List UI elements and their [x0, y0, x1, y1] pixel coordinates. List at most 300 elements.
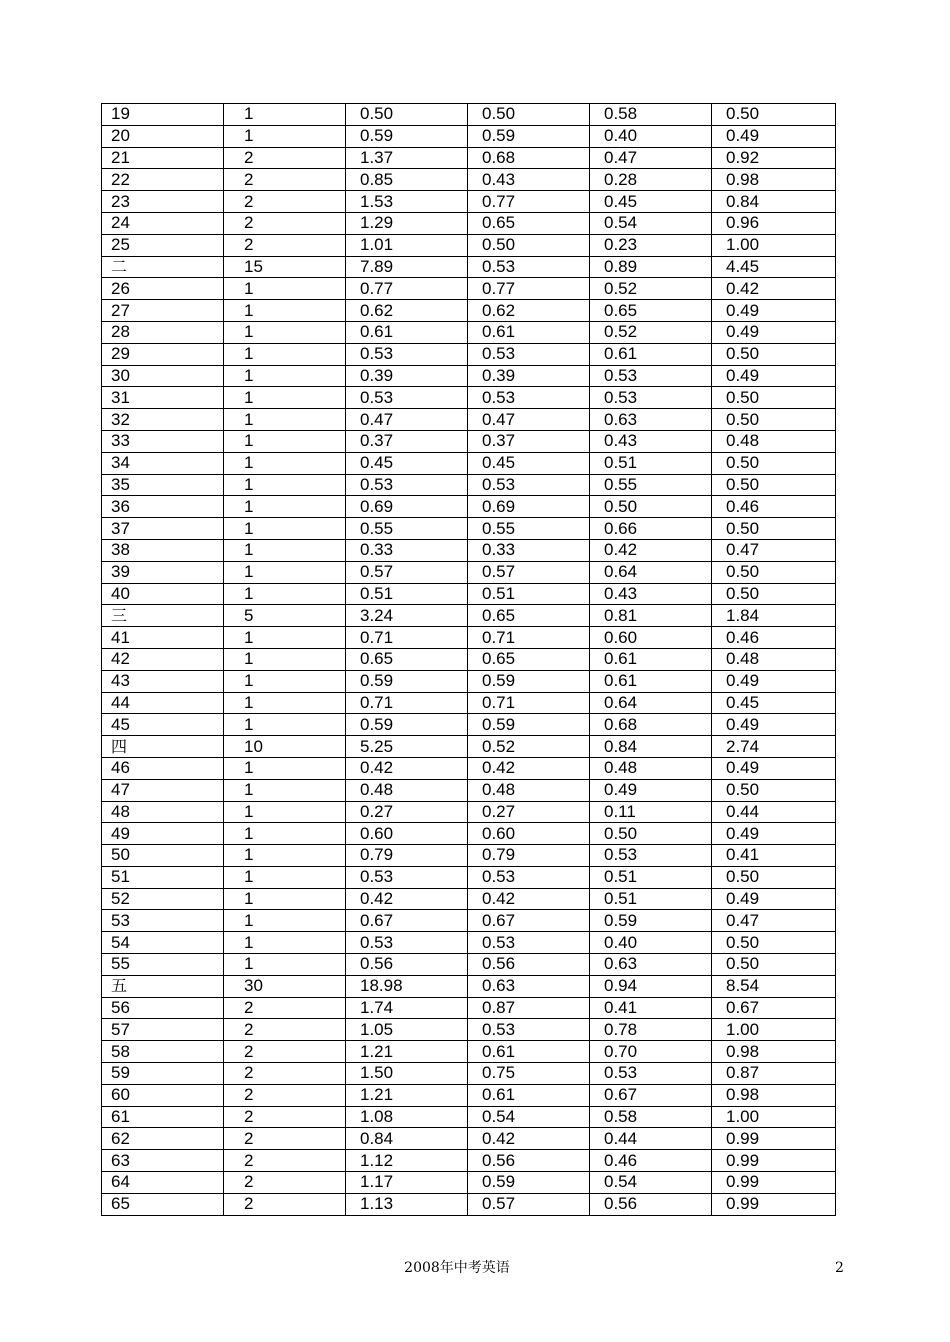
discrimination-cell: 0.51: [590, 888, 712, 910]
average-cell: 0.47: [346, 409, 468, 431]
average-cell: 0.56: [346, 954, 468, 976]
table-row: [102, 169, 836, 191]
item-cell: 37: [102, 518, 224, 540]
item-cell: 51: [102, 866, 224, 888]
table-row: [102, 801, 836, 823]
difficulty-cell: 0.71: [468, 692, 590, 714]
difficulty-cell: 0.48: [468, 779, 590, 801]
item-cell: 48: [102, 801, 224, 823]
average-cell: 0.65: [346, 648, 468, 670]
average-cell: 0.71: [346, 692, 468, 714]
item-cell: 四: [102, 736, 224, 758]
average-cell: 1.29: [346, 212, 468, 234]
difficulty-cell: 0.68: [468, 147, 590, 169]
item-cell: 65: [102, 1193, 224, 1215]
discrimination-cell: 0.51: [590, 452, 712, 474]
table-row: [102, 104, 836, 126]
item-cell: 23: [102, 191, 224, 213]
item-cell: 42: [102, 648, 224, 670]
difficulty-cell: 0.55: [468, 518, 590, 540]
discrimination-cell: 0.23: [590, 234, 712, 256]
std-dev-cell: 0.42: [712, 278, 836, 300]
std-dev-cell: 0.49: [712, 888, 836, 910]
discrimination-cell: 0.63: [590, 409, 712, 431]
score-cell: 2: [224, 1193, 346, 1215]
difficulty-cell: 0.53: [468, 1019, 590, 1041]
item-cell: 45: [102, 714, 224, 736]
std-dev-cell: 0.47: [712, 910, 836, 932]
std-dev-cell: 0.99: [712, 1172, 836, 1194]
item-cell: 52: [102, 888, 224, 910]
item-cell: 50: [102, 845, 224, 867]
score-cell: 1: [224, 648, 346, 670]
item-cell: 53: [102, 910, 224, 932]
score-cell: 1: [224, 365, 346, 387]
statistics-table-body: [102, 104, 836, 1216]
score-cell: 1: [224, 954, 346, 976]
average-cell: 0.53: [346, 387, 468, 409]
average-cell: 0.27: [346, 801, 468, 823]
std-dev-cell: 0.96: [712, 212, 836, 234]
discrimination-cell: 0.59: [590, 910, 712, 932]
average-cell: 0.39: [346, 365, 468, 387]
difficulty-cell: 0.27: [468, 801, 590, 823]
discrimination-cell: 0.61: [590, 343, 712, 365]
difficulty-cell: 0.33: [468, 539, 590, 561]
discrimination-cell: 0.89: [590, 256, 712, 278]
discrimination-cell: 0.53: [590, 845, 712, 867]
difficulty-cell: 0.50: [468, 104, 590, 126]
discrimination-cell: 0.61: [590, 670, 712, 692]
average-cell: 1.17: [346, 1172, 468, 1194]
discrimination-cell: 0.55: [590, 474, 712, 496]
average-cell: 0.53: [346, 932, 468, 954]
score-cell: 2: [224, 212, 346, 234]
table-row: [102, 670, 836, 692]
item-cell: 41: [102, 627, 224, 649]
difficulty-cell: 0.65: [468, 605, 590, 627]
discrimination-cell: 0.50: [590, 823, 712, 845]
std-dev-cell: 0.45: [712, 692, 836, 714]
difficulty-cell: 0.53: [468, 343, 590, 365]
discrimination-cell: 0.41: [590, 997, 712, 1019]
score-cell: 2: [224, 234, 346, 256]
table-row: [102, 605, 836, 627]
difficulty-cell: 0.50: [468, 234, 590, 256]
item-cell: 39: [102, 561, 224, 583]
average-cell: 0.57: [346, 561, 468, 583]
average-cell: 5.25: [346, 736, 468, 758]
score-cell: 2: [224, 1041, 346, 1063]
discrimination-cell: 0.47: [590, 147, 712, 169]
item-cell: 25: [102, 234, 224, 256]
std-dev-cell: 0.49: [712, 670, 836, 692]
std-dev-cell: 0.49: [712, 757, 836, 779]
table-row: [102, 387, 836, 409]
discrimination-cell: 0.60: [590, 627, 712, 649]
table-row: [102, 496, 836, 518]
difficulty-cell: 0.39: [468, 365, 590, 387]
average-cell: 1.74: [346, 997, 468, 1019]
std-dev-cell: 1.00: [712, 234, 836, 256]
item-cell: 38: [102, 539, 224, 561]
table-row: [102, 1063, 836, 1085]
item-cell: 24: [102, 212, 224, 234]
difficulty-cell: 0.51: [468, 583, 590, 605]
item-cell: 20: [102, 125, 224, 147]
item-cell: 54: [102, 932, 224, 954]
score-cell: 1: [224, 474, 346, 496]
score-cell: 1: [224, 583, 346, 605]
score-cell: 1: [224, 321, 346, 343]
average-cell: 7.89: [346, 256, 468, 278]
difficulty-cell: 0.57: [468, 1193, 590, 1215]
discrimination-cell: 0.58: [590, 1106, 712, 1128]
average-cell: 0.59: [346, 125, 468, 147]
table-row: [102, 343, 836, 365]
discrimination-cell: 0.52: [590, 278, 712, 300]
average-cell: 1.01: [346, 234, 468, 256]
score-cell: 1: [224, 670, 346, 692]
average-cell: 0.77: [346, 278, 468, 300]
table-row: [102, 191, 836, 213]
average-cell: 0.69: [346, 496, 468, 518]
discrimination-cell: 0.52: [590, 321, 712, 343]
std-dev-cell: 0.99: [712, 1193, 836, 1215]
item-cell: 57: [102, 1019, 224, 1041]
difficulty-cell: 0.62: [468, 300, 590, 322]
std-dev-cell: 0.92: [712, 147, 836, 169]
difficulty-cell: 0.53: [468, 474, 590, 496]
score-cell: 1: [224, 866, 346, 888]
score-cell: 2: [224, 1063, 346, 1085]
discrimination-cell: 0.51: [590, 866, 712, 888]
score-cell: 2: [224, 1172, 346, 1194]
average-cell: 0.71: [346, 627, 468, 649]
table-row: [102, 561, 836, 583]
score-cell: 1: [224, 125, 346, 147]
std-dev-cell: 2.74: [712, 736, 836, 758]
discrimination-cell: 0.45: [590, 191, 712, 213]
std-dev-cell: 0.50: [712, 779, 836, 801]
score-cell: 1: [224, 387, 346, 409]
std-dev-cell: 0.98: [712, 1041, 836, 1063]
table-row: [102, 975, 836, 997]
table-row: [102, 300, 836, 322]
average-cell: 1.13: [346, 1193, 468, 1215]
average-cell: 0.48: [346, 779, 468, 801]
std-dev-cell: 0.50: [712, 561, 836, 583]
score-cell: 1: [224, 300, 346, 322]
table-row: [102, 932, 836, 954]
discrimination-cell: 0.61: [590, 648, 712, 670]
item-cell: 60: [102, 1084, 224, 1106]
average-cell: 1.21: [346, 1084, 468, 1106]
table-row: [102, 954, 836, 976]
table-row: [102, 212, 836, 234]
average-cell: 0.53: [346, 866, 468, 888]
table-row: [102, 409, 836, 431]
score-cell: 1: [224, 757, 346, 779]
discrimination-cell: 0.81: [590, 605, 712, 627]
item-cell: 44: [102, 692, 224, 714]
average-cell: 0.59: [346, 714, 468, 736]
std-dev-cell: 0.49: [712, 125, 836, 147]
score-cell: 2: [224, 1150, 346, 1172]
std-dev-cell: 0.50: [712, 104, 836, 126]
std-dev-cell: 0.67: [712, 997, 836, 1019]
item-cell: 30: [102, 365, 224, 387]
difficulty-cell: 0.53: [468, 932, 590, 954]
score-cell: 1: [224, 409, 346, 431]
average-cell: 0.45: [346, 452, 468, 474]
average-cell: 0.60: [346, 823, 468, 845]
table-row: [102, 888, 836, 910]
difficulty-cell: 0.79: [468, 845, 590, 867]
statistics-table: [101, 103, 836, 1216]
average-cell: 0.67: [346, 910, 468, 932]
std-dev-cell: 0.48: [712, 648, 836, 670]
average-cell: 0.61: [346, 321, 468, 343]
std-dev-cell: 0.87: [712, 1063, 836, 1085]
item-cell: 62: [102, 1128, 224, 1150]
item-cell: 43: [102, 670, 224, 692]
difficulty-cell: 0.87: [468, 997, 590, 1019]
discrimination-cell: 0.56: [590, 1193, 712, 1215]
average-cell: 0.53: [346, 474, 468, 496]
std-dev-cell: 0.50: [712, 932, 836, 954]
difficulty-cell: 0.56: [468, 954, 590, 976]
average-cell: 0.37: [346, 430, 468, 452]
std-dev-cell: 0.50: [712, 954, 836, 976]
item-cell: 32: [102, 409, 224, 431]
item-cell: 五: [102, 975, 224, 997]
difficulty-cell: 0.42: [468, 888, 590, 910]
std-dev-cell: 0.46: [712, 627, 836, 649]
difficulty-cell: 0.61: [468, 321, 590, 343]
std-dev-cell: 0.50: [712, 343, 836, 365]
average-cell: 3.24: [346, 605, 468, 627]
discrimination-cell: 0.42: [590, 539, 712, 561]
difficulty-cell: 0.42: [468, 757, 590, 779]
difficulty-cell: 0.59: [468, 125, 590, 147]
average-cell: 18.98: [346, 975, 468, 997]
difficulty-cell: 0.52: [468, 736, 590, 758]
difficulty-cell: 0.43: [468, 169, 590, 191]
std-dev-cell: 0.99: [712, 1150, 836, 1172]
difficulty-cell: 0.53: [468, 256, 590, 278]
score-cell: 2: [224, 1106, 346, 1128]
item-cell: 40: [102, 583, 224, 605]
table-row: [102, 234, 836, 256]
table-row: [102, 1084, 836, 1106]
difficulty-cell: 0.47: [468, 409, 590, 431]
table-row: [102, 452, 836, 474]
item-cell: 59: [102, 1063, 224, 1085]
discrimination-cell: 0.64: [590, 561, 712, 583]
difficulty-cell: 0.53: [468, 387, 590, 409]
item-cell: 二: [102, 256, 224, 278]
table-row: [102, 692, 836, 714]
item-cell: 47: [102, 779, 224, 801]
average-cell: 1.21: [346, 1041, 468, 1063]
discrimination-cell: 0.54: [590, 212, 712, 234]
average-cell: 0.85: [346, 169, 468, 191]
score-cell: 2: [224, 1128, 346, 1150]
table-row: [102, 1193, 836, 1215]
table-row: [102, 779, 836, 801]
discrimination-cell: 0.66: [590, 518, 712, 540]
table-row: [102, 757, 836, 779]
std-dev-cell: 0.50: [712, 866, 836, 888]
difficulty-cell: 0.59: [468, 670, 590, 692]
difficulty-cell: 0.45: [468, 452, 590, 474]
std-dev-cell: 0.49: [712, 365, 836, 387]
item-cell: 55: [102, 954, 224, 976]
discrimination-cell: 0.49: [590, 779, 712, 801]
table-row: [102, 278, 836, 300]
difficulty-cell: 0.69: [468, 496, 590, 518]
score-cell: 5: [224, 605, 346, 627]
difficulty-cell: 0.56: [468, 1150, 590, 1172]
difficulty-cell: 0.59: [468, 1172, 590, 1194]
table-row: [102, 539, 836, 561]
std-dev-cell: 0.98: [712, 1084, 836, 1106]
std-dev-cell: 1.84: [712, 605, 836, 627]
difficulty-cell: 0.71: [468, 627, 590, 649]
score-cell: 1: [224, 845, 346, 867]
score-cell: 1: [224, 932, 346, 954]
std-dev-cell: 0.50: [712, 474, 836, 496]
average-cell: 0.33: [346, 539, 468, 561]
average-cell: 1.05: [346, 1019, 468, 1041]
item-cell: 27: [102, 300, 224, 322]
score-cell: 1: [224, 801, 346, 823]
std-dev-cell: 0.41: [712, 845, 836, 867]
table-row: [102, 845, 836, 867]
item-cell: 26: [102, 278, 224, 300]
table-row: [102, 648, 836, 670]
std-dev-cell: 0.98: [712, 169, 836, 191]
item-cell: 31: [102, 387, 224, 409]
difficulty-cell: 0.77: [468, 278, 590, 300]
difficulty-cell: 0.53: [468, 866, 590, 888]
std-dev-cell: 0.49: [712, 823, 836, 845]
difficulty-cell: 0.65: [468, 212, 590, 234]
score-cell: 1: [224, 496, 346, 518]
table-row: [102, 1150, 836, 1172]
table-row: [102, 823, 836, 845]
discrimination-cell: 0.78: [590, 1019, 712, 1041]
std-dev-cell: 0.84: [712, 191, 836, 213]
discrimination-cell: 0.40: [590, 932, 712, 954]
discrimination-cell: 0.43: [590, 430, 712, 452]
item-cell: 61: [102, 1106, 224, 1128]
table-row: [102, 910, 836, 932]
average-cell: 1.08: [346, 1106, 468, 1128]
score-cell: 1: [224, 452, 346, 474]
average-cell: 0.53: [346, 343, 468, 365]
item-cell: 64: [102, 1172, 224, 1194]
score-cell: 1: [224, 104, 346, 126]
std-dev-cell: 0.99: [712, 1128, 836, 1150]
std-dev-cell: 4.45: [712, 256, 836, 278]
std-dev-cell: 1.00: [712, 1019, 836, 1041]
item-cell: 19: [102, 104, 224, 126]
table-row: [102, 256, 836, 278]
table-row: [102, 1128, 836, 1150]
score-cell: 1: [224, 278, 346, 300]
discrimination-cell: 0.46: [590, 1150, 712, 1172]
table-row: [102, 583, 836, 605]
score-cell: 15: [224, 256, 346, 278]
table-row: [102, 125, 836, 147]
std-dev-cell: 0.49: [712, 300, 836, 322]
std-dev-cell: 0.47: [712, 539, 836, 561]
table-row: [102, 1172, 836, 1194]
average-cell: 0.50: [346, 104, 468, 126]
std-dev-cell: 0.50: [712, 452, 836, 474]
std-dev-cell: 0.50: [712, 409, 836, 431]
discrimination-cell: 0.43: [590, 583, 712, 605]
discrimination-cell: 0.58: [590, 104, 712, 126]
item-cell: 22: [102, 169, 224, 191]
difficulty-cell: 0.57: [468, 561, 590, 583]
table-row: [102, 365, 836, 387]
item-cell: 36: [102, 496, 224, 518]
average-cell: 0.84: [346, 1128, 468, 1150]
average-cell: 1.37: [346, 147, 468, 169]
discrimination-cell: 0.65: [590, 300, 712, 322]
discrimination-cell: 0.70: [590, 1041, 712, 1063]
discrimination-cell: 0.94: [590, 975, 712, 997]
std-dev-cell: 0.50: [712, 583, 836, 605]
average-cell: 0.51: [346, 583, 468, 605]
score-cell: 2: [224, 191, 346, 213]
discrimination-cell: 0.68: [590, 714, 712, 736]
item-cell: 28: [102, 321, 224, 343]
discrimination-cell: 0.11: [590, 801, 712, 823]
page-number: 2: [835, 1260, 844, 1276]
item-cell: 21: [102, 147, 224, 169]
table-row: [102, 866, 836, 888]
discrimination-cell: 0.44: [590, 1128, 712, 1150]
difficulty-cell: 0.54: [468, 1106, 590, 1128]
std-dev-cell: 0.46: [712, 496, 836, 518]
average-cell: 1.50: [346, 1063, 468, 1085]
item-cell: 63: [102, 1150, 224, 1172]
table-row: [102, 430, 836, 452]
score-cell: 1: [224, 888, 346, 910]
average-cell: 1.53: [346, 191, 468, 213]
score-cell: 1: [224, 779, 346, 801]
std-dev-cell: 1.00: [712, 1106, 836, 1128]
item-cell: 34: [102, 452, 224, 474]
score-cell: 1: [224, 692, 346, 714]
table-row: [102, 474, 836, 496]
table-row: [102, 147, 836, 169]
average-cell: 1.12: [346, 1150, 468, 1172]
score-cell: 1: [224, 518, 346, 540]
std-dev-cell: 0.49: [712, 321, 836, 343]
score-cell: 1: [224, 561, 346, 583]
item-cell: 58: [102, 1041, 224, 1063]
average-cell: 0.42: [346, 757, 468, 779]
item-cell: 29: [102, 343, 224, 365]
discrimination-cell: 0.40: [590, 125, 712, 147]
average-cell: 0.59: [346, 670, 468, 692]
discrimination-cell: 0.84: [590, 736, 712, 758]
